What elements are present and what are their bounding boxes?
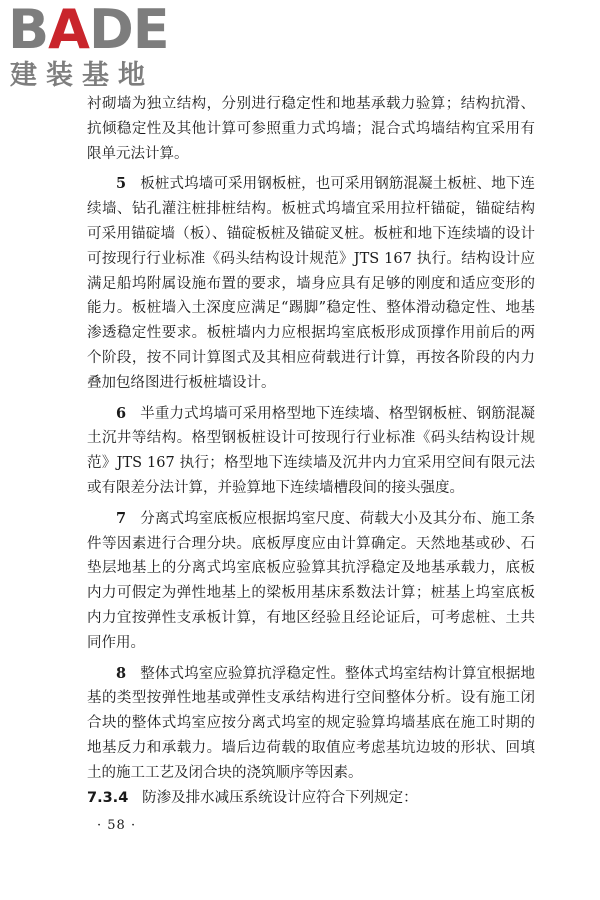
paragraph-item-7 <box>87 507 535 656</box>
logo-subtitle: 建装基地 <box>10 60 154 91</box>
item-number-5: 5 <box>116 175 127 193</box>
logo-letter-a-accent: A <box>48 0 89 61</box>
clause-number: 7.3.4 <box>87 789 129 806</box>
paragraph-item-5 <box>87 172 535 395</box>
clause-heading <box>87 786 535 811</box>
clause-text: 防渗及排水减压系统设计应符合下列规定： <box>142 789 418 806</box>
paragraph-item-6 <box>87 402 535 501</box>
page-body <box>87 92 535 810</box>
paragraph-continued: 衬砌墙为独立结构，分别进行稳定性和地基承载力验算；结构抗滑、抗倾稳定性及其他计算可参照重力式坞墙；混合式坞墙结构宜采用有限单元法计算。 <box>87 96 535 162</box>
item-text-5: 板桩式坞墙可采用钢板桩，也可采用钢筋混凝土板桩、地下连续墙、钻孔灌注桩排桩结构。板桩式坞墙宜采用拉杆锚碇，锚碇结构可采用锚碇墙（板）、锚碇板桩及锚碇叉桩。板桩和地下连续墙的设计可按现行行业标准《码头结构设计规范》JTS 167 执行。结构设计应满足船坞附属设施布置的要求，墙身应具有足够的刚度和适应变形的能力。板桩墙入土深度应满足“踢脚”稳定性、整体滑动稳定性、地基渗透稳定性要求。板桩墙内力应根据坞室底板形成顶撑作用前后的两个阶段，按不同计算图式及其相应荷载进行计算，再按各阶段的内力叠加包络图进行板桩墙设计。 <box>87 176 536 391</box>
logo-letters-b: B <box>8 0 49 61</box>
item-number-6: 6 <box>116 404 127 422</box>
bade-logo <box>8 2 178 94</box>
logo-letters-de: DE <box>88 0 169 61</box>
item-text-6: 半重力式坞墙可采用格型地下连续墙、格型钢板桩、钢筋混凝土沉井等结构。格型钢板桩设计可按现行行业标准《码头结构设计规范》JTS 167 执行；格型地下连续墙及沉井内力宜采用空间有限元法或有限差分法计算，并验算地下连续墙槽段间的接头强度。 <box>87 405 536 496</box>
item-number-7: 7 <box>116 509 127 527</box>
page-number: · 58 · <box>97 818 137 833</box>
item-text-8: 整体式坞室应验算抗浮稳定性。整体式坞室结构计算宜根据地基的类型按弹性地基或弹性支承结构进行空间整体分析。设有施工闭合块的整体式坞室应按分离式坞室的规定验算坞墙基底在施工时期的地基反力和承载力。墙后边荷载的取值应考虑基坑边坡的形状、回填土的施工工艺及闭合块的浇筑顺序等因素。 <box>87 665 536 781</box>
logo-wordmark <box>8 0 169 61</box>
item-text-7: 分离式坞室底板应根据坞室尺度、荷载大小及其分布、施工条件等因素进行合理分块。底板厚度应由计算确定。天然地基或砂、石垫层地基上的分离式坞室底板应验算其抗浮稳定及地基承载力，底板内力可假定为弹性地基上的梁板用基床系数法计算；桩基上坞室底板内力宜按弹性支承板计算，有地区经验且经论证后，可考虑桩、土共同作用。 <box>87 510 536 651</box>
paragraph-item-8 <box>87 662 535 786</box>
item-number-8: 8 <box>116 664 127 682</box>
